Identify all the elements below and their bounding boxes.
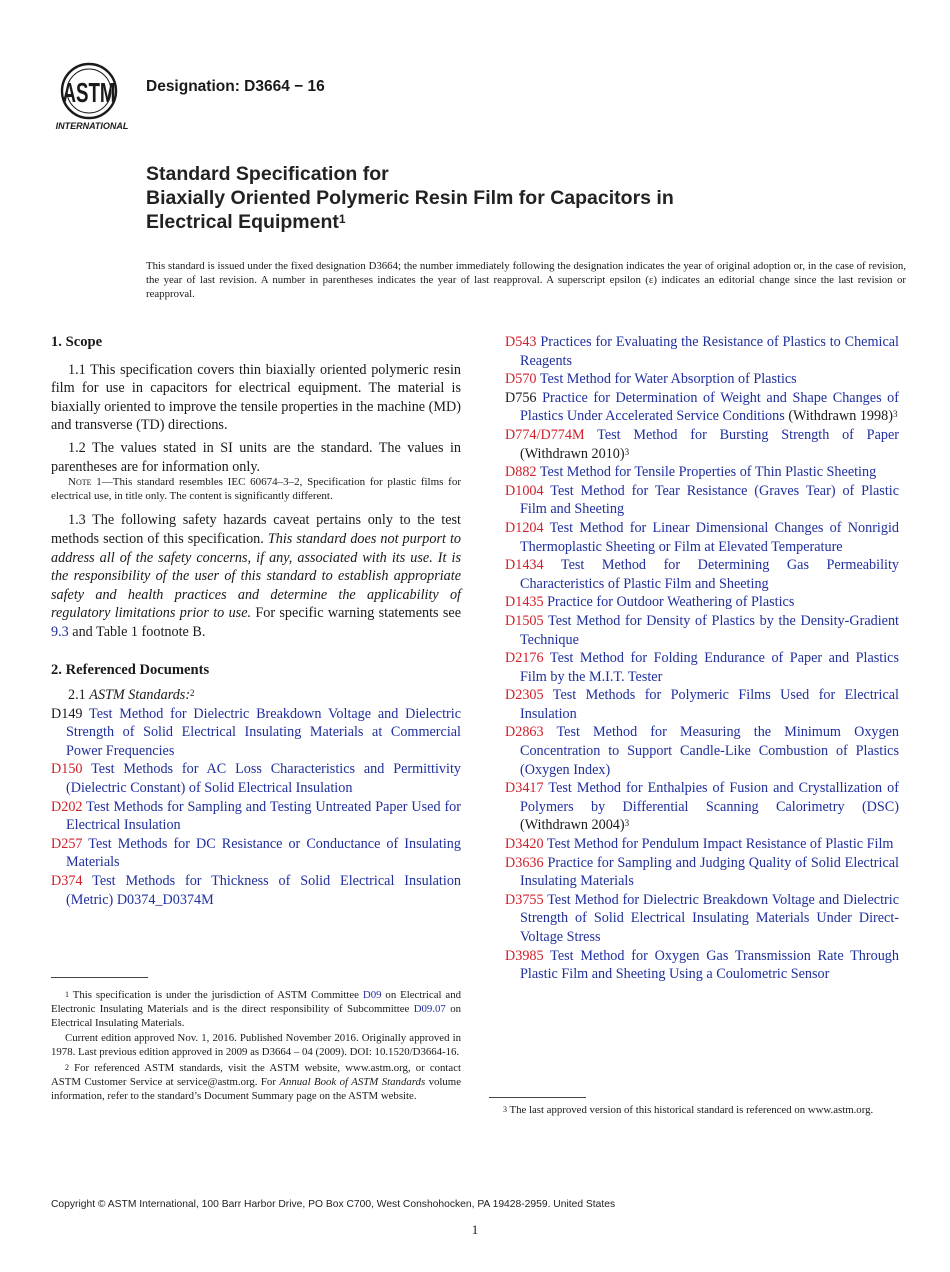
reference-title-link[interactable]: Test Method for Tensile Properties of Thin Plastic Sheeting: [536, 464, 877, 481]
scope-heading: 1. Scope: [51, 334, 103, 350]
reference-code[interactable]: D1435: [505, 594, 544, 611]
reference-title-link[interactable]: Practices for Evaluating the Resistance of Plastics to Chemical Reagents: [520, 334, 899, 369]
reference-code: D756: [505, 389, 537, 406]
reference-footnote-mark: 3: [892, 409, 898, 420]
designation: Designation: D3664 − 16: [146, 78, 325, 95]
reference-code[interactable]: D257: [51, 835, 83, 852]
left-reference-list: [51, 705, 461, 910]
reference-footnote-mark: 3: [624, 818, 630, 829]
reference-title-link[interactable]: Practice for Outdoor Weathering of Plastics: [543, 594, 795, 611]
reference-code[interactable]: D3636: [505, 854, 544, 871]
reference-item: [51, 760, 461, 797]
footnote-3: $^3$ The last approved version of this historical standard is referenced on www.astm.org.: [503, 1104, 874, 1116]
reference-title-link[interactable]: Test Methods for DC Resistance or Conductance of Insulating Materials: [66, 835, 461, 871]
reference-item: [505, 593, 899, 612]
reference-title-link[interactable]: Test Methods for Polymeric Films Used for Electrical Insulation: [520, 687, 899, 722]
reference-item: [505, 835, 899, 854]
astm-logo: [51, 60, 134, 132]
reference-code[interactable]: D150: [51, 761, 83, 778]
reference-title-link[interactable]: Test Method for Measuring the Minimum Oxygen Concentration to Support Candle-Like Combustion of Plastics (Oxygen Index): [520, 724, 899, 778]
reference-code[interactable]: D2176: [505, 650, 544, 667]
reference-item: [505, 426, 899, 463]
reference-item: [505, 370, 899, 389]
reference-item: [505, 947, 899, 984]
reference-code[interactable]: D202: [51, 798, 83, 815]
page-number: 1: [471, 1222, 479, 1237]
footnote-rule-left: [51, 977, 148, 978]
reference-title-link[interactable]: Test Method for Enthalpies of Fusion and Crystallization of Polymers by Differential Scanning Calorimetry (DSC): [520, 780, 899, 815]
reference-item: [505, 556, 899, 593]
footnote-1: $^1$ This specification is under the jurisdiction of ASTM Committee D09 on Electrical and Electronic Insulating Materials and is the direct responsibility of Subcommittee D09.07 on Electrical Insulating Materials.: [51, 989, 462, 1029]
reference-title-link[interactable]: Test Method for Dielectric Breakdown Voltage and Dielectric Strength of Solid Electrical Insulating Materials at Commercial Power Frequencies: [66, 705, 461, 759]
reference-item: [505, 686, 899, 723]
left-column: [51, 333, 461, 909]
reference-code[interactable]: D1204: [505, 519, 544, 536]
reference-item: [505, 723, 899, 779]
reference-title-link[interactable]: Test Method for Folding Endurance of Paper and Plastics Film by the M.I.T. Tester: [520, 650, 899, 685]
footnote-2: $^2$ For referenced ASTM standards, visit the ASTM website, www.astm.org, or contact ASTM Customer Service at service@astm.org. For Annual Book of ASTM Standards volume information, refer to the standard’s Document Summary page on the ASTM website.: [51, 1061, 461, 1102]
reference-item: [505, 463, 899, 482]
reference-item: [51, 872, 461, 909]
reference-code[interactable]: D882: [505, 464, 537, 481]
reference-item: [505, 519, 899, 556]
subcommittee-d09-07-link[interactable]: D09.07: [413, 1002, 446, 1015]
scope-para-1-3: 1.3 The following safety hazards caveat pertains only to the test methods section of this specification. This standard does not purport to address all of the safety concerns, if any, associated with its use. It is the responsibility of the user of this standard to establish appropriate safety and health practices and determine the applicability of regulatory limitations prior to use. For specific warning statements see 9.3 and Table 1 footnote B.: [51, 512, 462, 640]
scope-para-1-1: 1.1 This specification covers thin biaxially oriented polymeric resin film for use in capacitors for electrical equipment. The material is biaxially oriented to improve the tensile properties in the machine (MD) and transverse (TD) directions.: [51, 361, 461, 434]
reference-code[interactable]: D3755: [505, 891, 544, 908]
reference-item: [505, 482, 899, 519]
reference-title-link[interactable]: Test Method for Pendulum Impact Resistance of Plastic Film: [543, 836, 894, 853]
footnotes-right: [489, 1104, 899, 1118]
reference-item: [505, 779, 899, 835]
reference-item: [51, 835, 461, 872]
reference-title-link[interactable]: Test Method for Water Absorption of Plastics: [536, 371, 797, 388]
reference-title-link[interactable]: Test Methods for AC Loss Characteristics and Permittivity (Dielectric Constant) of Solid Electrical Insulation: [66, 761, 461, 797]
reference-title-link[interactable]: Test Methods for Thickness of Solid Electrical Insulation (Metric) D0374_D0374M: [66, 873, 461, 908]
reference-code[interactable]: D3417: [505, 780, 544, 797]
reference-footnote-mark: 3: [624, 446, 630, 457]
logo-text: ASTM: [62, 77, 116, 109]
footnote-1-approval: Current edition approved Nov. 1, 2016. Published November 2016. Originally approved in 1978. Last previous edition approved in 2009 as D3664 – 04 (2009). DOI: 10.1520/D3664-16.: [51, 1032, 461, 1059]
reference-code[interactable]: D2305: [505, 687, 544, 704]
reference-item: [505, 891, 899, 947]
reference-code[interactable]: D774/D774M: [505, 426, 585, 443]
reference-title-link[interactable]: Test Method for Linear Dimensional Changes of Nonrigid Thermoplastic Sheeting or Film at Elevated Temperature: [520, 519, 899, 555]
reference-title-link[interactable]: Test Method for Tear Resistance (Graves Tear) of Plastic Film and Sheeting: [520, 482, 899, 518]
footnote-rule-right: [489, 1097, 586, 1098]
reference-code: D149: [51, 705, 83, 722]
document-title: [146, 162, 906, 234]
reference-code[interactable]: D1505: [505, 612, 544, 629]
reference-item: [505, 333, 899, 370]
reference-code[interactable]: D1004: [505, 482, 544, 499]
reference-item: [505, 649, 899, 686]
committee-d09-link[interactable]: D09: [362, 989, 382, 1001]
footnotes-left: [51, 989, 461, 1103]
reference-status: (Withdrawn 2004): [520, 817, 625, 834]
reference-item: [505, 854, 899, 891]
astm-standards-subheading: 2.1 ASTM Standards:$^2$: [68, 687, 195, 704]
reference-title-link[interactable]: Practice for Determination of Weight and Shape Changes of Plastics Under Accelerated Service Conditions: [520, 389, 899, 425]
reference-title-link[interactable]: Practice for Sampling and Judging Quality of Solid Electrical Insulating Materials: [520, 854, 899, 890]
right-reference-list: [505, 333, 899, 984]
reference-code[interactable]: D3420: [505, 836, 544, 853]
title-line-1: Standard Specification for: [146, 163, 389, 185]
reference-status: (Withdrawn 1998): [784, 408, 893, 425]
reference-title-link[interactable]: Test Method for Bursting Strength of Paper: [584, 426, 899, 443]
copyright-line: Copyright © ASTM International, 100 Barr Harbor Drive, PO Box C700, West Conshohocken, PA 19428-2959. United States: [51, 1199, 616, 1210]
reference-item: [505, 612, 899, 649]
reference-code[interactable]: D2863: [505, 724, 544, 741]
reference-title-link[interactable]: Test Method for Oxygen Gas Transmission Rate Through Plastic Film and Sheeting Using a Coulometric Sensor: [520, 947, 899, 983]
reference-code[interactable]: D374: [51, 873, 83, 890]
title-line-3: Electrical Equipment$^1$: [146, 211, 346, 233]
reference-title-link[interactable]: Test Method for Density of Plastics by the Density-Gradient Technique: [520, 612, 899, 648]
refdocs-heading: 2. Referenced Documents: [51, 661, 210, 678]
reference-item: [505, 389, 899, 426]
intro-paragraph: This standard is issued under the fixed designation D3664; the number immediately following the designation indicates the year of original adoption or, in the case of revision, the year of last revision. A number in parentheses indicates the year of last reapproval. A superscript epsilon (ε) indicates an editorial change since the last revision or reapproval.: [146, 260, 906, 300]
reference-title-link[interactable]: Test Method for Determining Gas Permeability Characteristics of Plastic Film and Sheeting: [520, 557, 899, 592]
reference-item: [51, 798, 461, 835]
note-1: Note 1—This standard resembles IEC 60674–3–2, Specification for plastic films for electrical use, in title only. The content is significantly different.: [51, 476, 461, 502]
reference-code[interactable]: D1434: [505, 557, 544, 574]
logo-subtext: INTERNATIONAL: [55, 121, 129, 131]
reference-title-link[interactable]: Test Methods for Sampling and Testing Untreated Paper Used for Electrical Insulation: [66, 798, 461, 834]
reference-code[interactable]: D543: [505, 334, 537, 350]
scope-para-1-2: 1.2 The values stated in SI units are the standard. The values in parentheses are for information only.: [51, 439, 461, 475]
reference-status: (Withdrawn 2010): [520, 445, 625, 462]
section-9-3-link[interactable]: 9.3: [51, 623, 69, 640]
reference-code[interactable]: D3985: [505, 947, 544, 964]
title-line-2: Biaxially Oriented Polymeric Resin Film for Capacitors in: [146, 187, 674, 209]
reference-item: [51, 705, 461, 761]
right-column: [505, 333, 899, 984]
reference-title-link[interactable]: Test Method for Dielectric Breakdown Voltage and Dielectric Strength of Solid Electrical Insulating Materials Under Direct-Voltage Stress: [520, 891, 899, 945]
title-footnote-mark: 1: [338, 212, 346, 226]
reference-code[interactable]: D570: [505, 371, 537, 388]
